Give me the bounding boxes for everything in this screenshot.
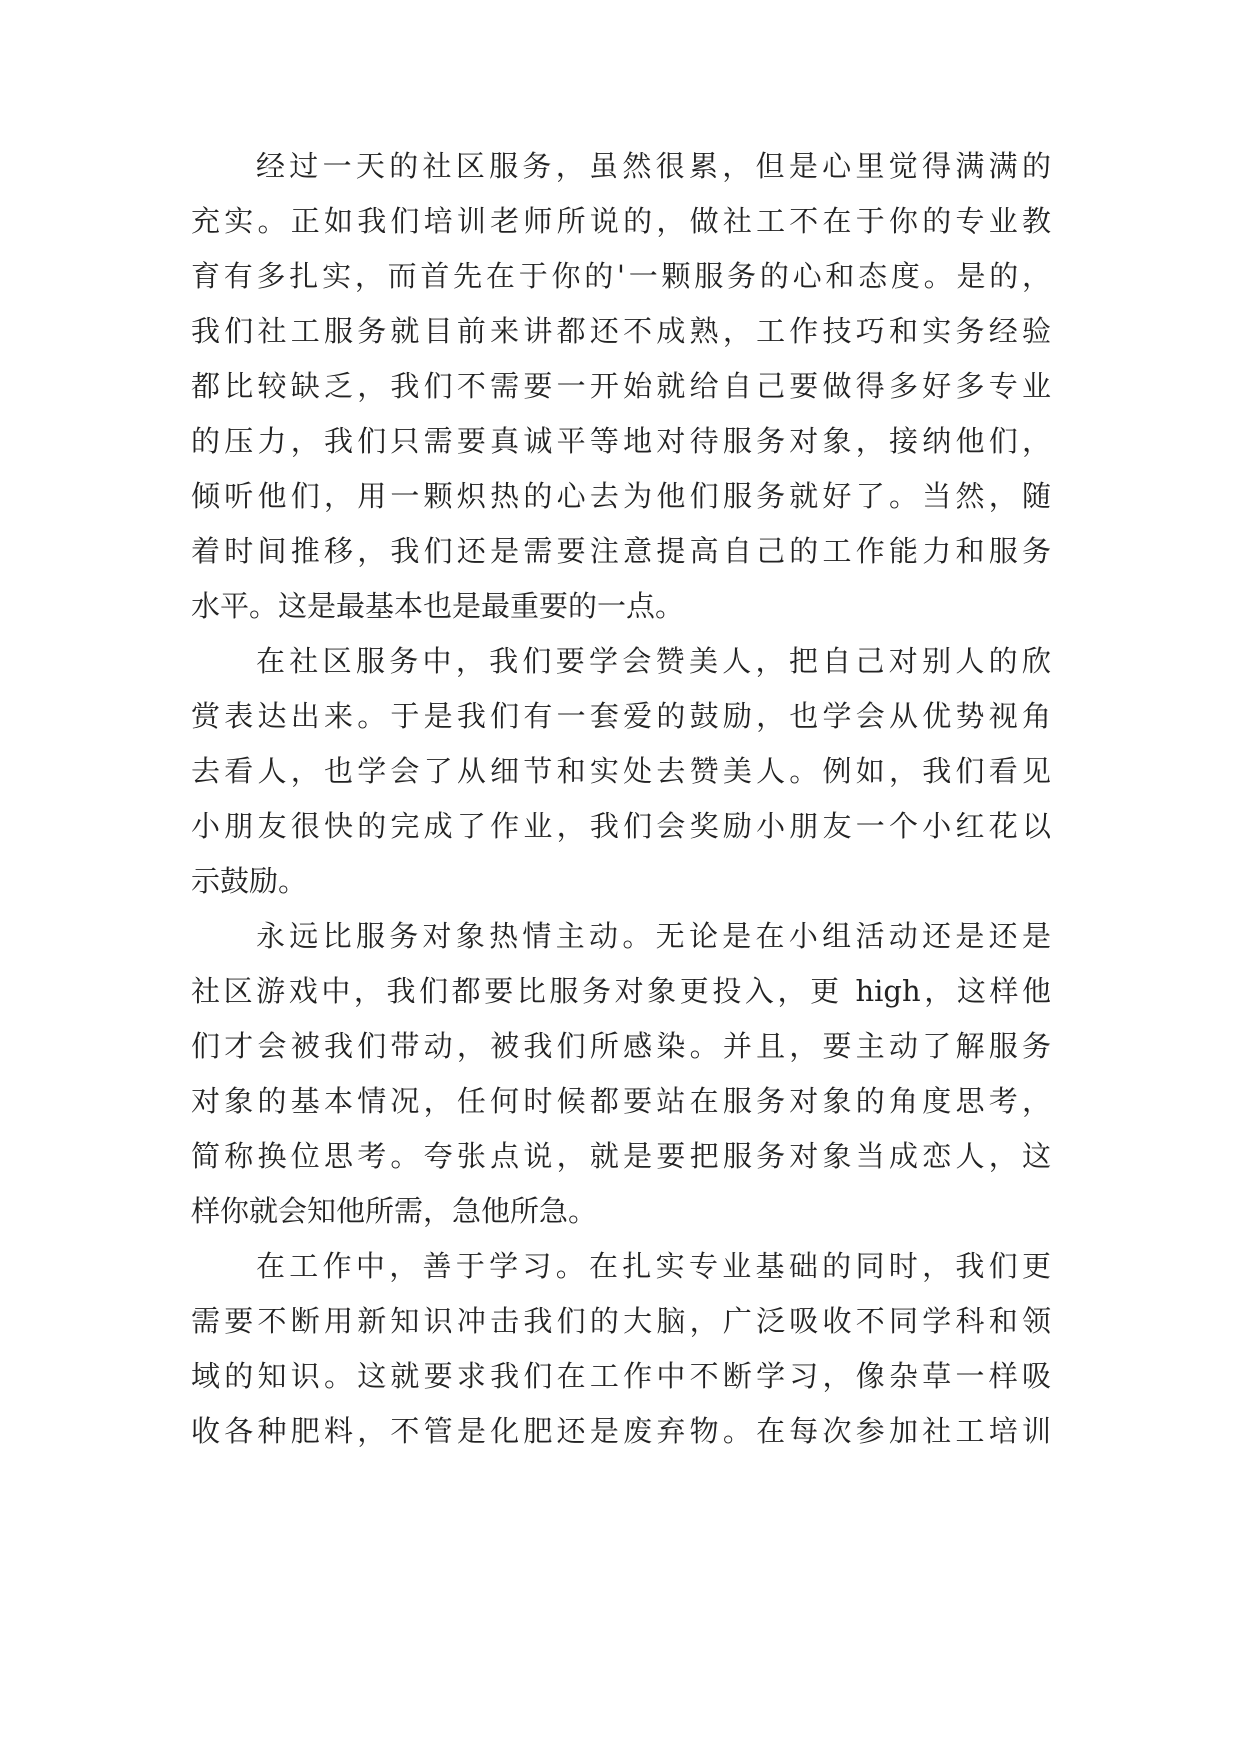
paragraph-2-line-5: 示鼓励。: [191, 864, 308, 898]
paragraph-1-line-5: 都比较缺乏，我们不需要一开始就给自己要做得多好多专业: [191, 369, 1051, 403]
paragraph-4-line-3: 域的知识。这就要求我们在工作中不断学习，像杂草一样吸: [191, 1359, 1051, 1393]
paragraph-3-line-6: 样你就会知他所需，急他所急。: [191, 1194, 598, 1228]
paragraph-1-line-6: 的压力，我们只需要真诚平等地对待服务对象，接纳他们，: [191, 424, 1051, 458]
paragraph-2-line-1: 在社区服务中，我们要学会赞美人，把自己对别人的欣: [256, 644, 1051, 678]
paragraph-3-line-3: 们才会被我们带动，被我们所感染。并且，要主动了解服务: [191, 1029, 1051, 1063]
paragraph-3-line-2: 社区游戏中，我们都要比服务对象更投入，更 high，这样他: [191, 974, 1051, 1008]
paragraph-1-line-1: 经过一天的社区服务，虽然很累，但是心里觉得满满的: [256, 149, 1051, 183]
paragraph-2-line-2: 赏表达出来。于是我们有一套爱的鼓励，也学会从优势视角: [191, 699, 1051, 733]
paragraph-1-line-2: 充实。正如我们培训老师所说的，做社工不在于你的专业教: [191, 204, 1051, 238]
paragraph-4-line-1: 在工作中，善于学习。在扎实专业基础的同时，我们更: [256, 1249, 1051, 1283]
paragraph-3-line-1: 永远比服务对象热情主动。无论是在小组活动还是还是: [256, 919, 1051, 953]
paragraph-3-line-4: 对象的基本情况，任何时候都要站在服务对象的角度思考，: [191, 1084, 1051, 1118]
paragraph-4-line-4: 收各种肥料，不管是化肥还是废弃物。在每次参加社工培训: [191, 1414, 1051, 1448]
paragraph-2-line-3: 去看人，也学会了从细节和实处去赞美人。例如，我们看见: [191, 754, 1051, 788]
paragraph-1-line-3: 育有多扎实，而首先在于你的'一颗服务的心和态度。是的，: [191, 259, 1051, 293]
paragraph-1-line-8: 着时间推移，我们还是需要注意提高自己的工作能力和服务: [191, 534, 1051, 568]
paragraph-4-line-2: 需要不断用新知识冲击我们的大脑，广泛吸收不同学科和领: [191, 1304, 1051, 1338]
paragraph-1-line-7: 倾听他们，用一颗炽热的心去为他们服务就好了。当然，随: [191, 479, 1051, 513]
paragraph-1-line-4: 我们社工服务就目前来讲都还不成熟，工作技巧和实务经验: [191, 314, 1051, 348]
paragraph-3-line-5: 简称换位思考。夸张点说，就是要把服务对象当成恋人，这: [191, 1139, 1051, 1173]
paragraph-1-line-9: 水平。这是最基本也是最重要的一点。: [191, 589, 685, 623]
paragraph-2-line-4: 小朋友很快的完成了作业，我们会奖励小朋友一个小红花以: [191, 809, 1051, 843]
